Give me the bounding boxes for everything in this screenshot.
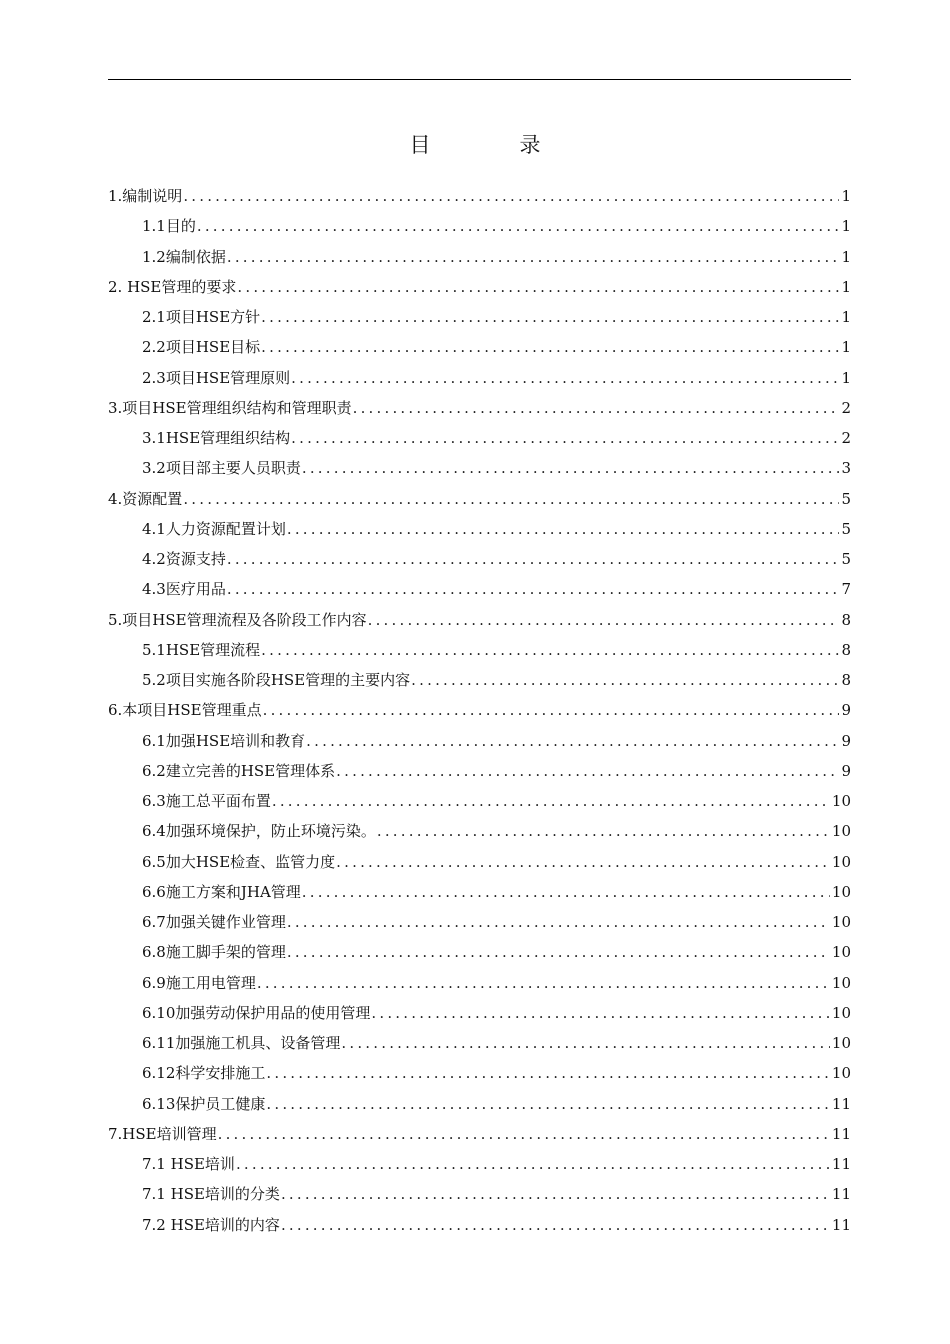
toc-entry-label: 6.本项目HSE管理重点	[108, 701, 262, 720]
toc-entry-page-number: 11	[831, 1094, 851, 1113]
toc-entry[interactable]	[108, 1058, 851, 1088]
toc-entry-label: 2.2项目HSE目标	[142, 338, 261, 357]
toc-entry[interactable]	[108, 937, 851, 967]
toc-entry-label: 6.8施工脚手架的管理	[142, 943, 286, 962]
toc-dot-leader	[336, 847, 830, 877]
toc-entry-label: 6.11加强施工机具、设备管理	[142, 1034, 341, 1052]
toc-dot-leader	[287, 514, 840, 544]
toc-dot-leader	[272, 786, 830, 816]
toc-entry-label: 6.9施工用电管理	[142, 973, 256, 992]
toc-entry-page-number: 10	[831, 1064, 851, 1083]
toc-dot-leader	[218, 1119, 830, 1149]
toc-entry-page-number: 1	[841, 338, 851, 357]
toc-entry-page-number: 9	[841, 701, 851, 720]
toc-dot-leader	[411, 665, 839, 695]
toc-entry-page-number: 10	[831, 913, 851, 931]
toc-entry-page-number: 2	[841, 398, 851, 417]
toc-entry[interactable]	[108, 1210, 851, 1240]
toc-entry-label: 3.1HSE管理组织结构	[142, 429, 291, 447]
toc-entry-label: 6.6施工方案和JHA管理	[142, 882, 301, 901]
toc-dot-leader	[236, 1149, 830, 1179]
toc-entry-page-number: 11	[831, 1185, 851, 1204]
toc-entry-label: 7.1 HSE培训	[142, 1155, 235, 1173]
toc-dot-leader	[266, 1089, 830, 1119]
toc-entry[interactable]	[108, 332, 851, 362]
toc-entry-label: 6.7加强关键作业管理	[142, 913, 286, 931]
toc-dot-leader	[197, 211, 840, 241]
toc-entry[interactable]	[108, 1119, 851, 1149]
toc-entry-page-number: 1	[841, 368, 851, 387]
toc-entry[interactable]	[108, 363, 851, 393]
toc-entry[interactable]	[108, 484, 851, 514]
toc-entry[interactable]	[108, 665, 851, 695]
toc-entry-label: 2.3项目HSE管理原则	[142, 368, 291, 387]
toc-entry-label: 4.3医疗用品	[142, 580, 226, 599]
toc-dot-leader	[291, 423, 839, 453]
toc-dot-leader	[341, 1028, 830, 1058]
toc-entry[interactable]	[108, 998, 851, 1028]
toc-dot-leader	[257, 968, 830, 998]
toc-dot-leader	[377, 816, 830, 846]
toc-entry[interactable]	[108, 211, 851, 241]
toc-entry[interactable]	[108, 968, 851, 998]
toc-entry[interactable]	[108, 423, 851, 453]
toc-entry[interactable]	[108, 242, 851, 272]
toc-dot-leader	[266, 1058, 830, 1088]
toc-entry-label: 6.5加大HSE检查、监管力度	[142, 852, 336, 871]
toc-entry[interactable]	[108, 816, 851, 846]
toc-entry-label: 6.3施工总平面布置	[142, 792, 271, 810]
toc-entry-label: 2. HSE管理的要求	[108, 277, 237, 296]
toc-entry-page-number: 10	[831, 852, 851, 871]
toc-entry-page-number: 10	[831, 1003, 851, 1022]
toc-dot-leader	[287, 907, 830, 937]
toc-entry-page-number: 7	[841, 580, 851, 599]
toc-dot-leader	[306, 726, 839, 756]
toc-entry-label: 4.2资源支持	[142, 550, 226, 568]
toc-dot-leader	[281, 1179, 830, 1209]
toc-entry-label: 6.12科学安排施工	[142, 1064, 266, 1083]
toc-dot-leader	[261, 635, 839, 665]
toc-dot-leader	[281, 1210, 830, 1240]
toc-dot-leader	[237, 272, 839, 302]
toc-entry-label: 6.2建立完善的HSE管理体系	[142, 761, 336, 780]
toc-entry-label: 6.4加强环境保护，防止环境污染。	[142, 822, 376, 841]
toc-entry[interactable]	[108, 1149, 851, 1179]
toc-dot-leader	[302, 877, 830, 907]
toc-entry-label: 3.2项目部主要人员职责	[142, 459, 301, 478]
toc-entry[interactable]	[108, 453, 851, 483]
toc-entry[interactable]	[108, 847, 851, 877]
toc-entry-label: 7.2 HSE培训的内容	[142, 1215, 280, 1234]
toc-entry-page-number: 5	[841, 519, 851, 538]
toc-entry-page-number: 10	[831, 973, 851, 992]
toc-entry-label: 4.1人力资源配置计划	[142, 519, 286, 538]
toc-entry-label: 1.1目的	[142, 217, 196, 236]
toc-dot-leader	[183, 484, 839, 514]
toc-entry-label: 6.1加强HSE培训和教育	[142, 731, 306, 750]
toc-entry-page-number: 10	[831, 792, 851, 810]
toc-entry[interactable]	[108, 1179, 851, 1209]
toc-entry-page-number: 10	[831, 882, 851, 901]
toc-dot-leader	[336, 756, 839, 786]
toc-entry[interactable]	[108, 544, 851, 574]
toc-entry[interactable]	[108, 877, 851, 907]
toc-entry-page-number: 1	[841, 187, 851, 205]
toc-entry-label: 5.2项目实施各阶段HSE管理的主要内容	[142, 671, 411, 689]
toc-dot-leader	[261, 302, 839, 332]
toc-entry[interactable]	[108, 726, 851, 756]
toc-dot-leader	[263, 695, 840, 725]
toc-dot-leader	[227, 242, 840, 272]
toc-entry[interactable]	[108, 1089, 851, 1119]
toc-entry-page-number: 1	[841, 308, 851, 326]
toc-entry-label: 4.资源配置	[108, 489, 183, 508]
toc-entry-page-number: 11	[831, 1124, 851, 1143]
toc-entry-page-number: 9	[841, 731, 851, 750]
toc-dot-leader	[353, 393, 840, 423]
toc-entry[interactable]	[108, 181, 851, 211]
toc-entry-page-number: 10	[831, 943, 851, 962]
toc-entry-label: 7.HSE培训管理	[108, 1124, 217, 1143]
toc-entry-label: 1.2编制依据	[142, 247, 226, 266]
toc-entry[interactable]	[108, 635, 851, 665]
toc-entry-page-number: 2	[841, 429, 851, 447]
toc-dot-leader	[261, 332, 839, 362]
toc-entry-label: 7.1 HSE培训的分类	[142, 1185, 280, 1204]
toc-entry-page-number: 5	[841, 489, 851, 508]
toc-dot-leader	[227, 574, 840, 604]
toc-entry-page-number: 10	[831, 1034, 851, 1052]
toc-entry-page-number: 5	[841, 550, 851, 568]
toc-entry[interactable]	[108, 907, 851, 937]
header-rule	[108, 79, 851, 80]
toc-entry-page-number: 3	[841, 459, 851, 478]
toc-entry[interactable]	[108, 393, 851, 423]
toc-entry-page-number: 1	[841, 277, 851, 296]
toc-entry[interactable]	[108, 605, 851, 635]
toc-entry[interactable]	[108, 1028, 851, 1058]
toc-title: 目 录	[409, 133, 575, 157]
toc-entry[interactable]	[108, 574, 851, 604]
toc-entry[interactable]	[108, 786, 851, 816]
toc-dot-leader	[291, 363, 839, 393]
toc-entry-page-number: 8	[841, 640, 851, 659]
toc-entry-page-number: 11	[831, 1215, 851, 1234]
toc-entry[interactable]	[108, 756, 851, 786]
toc-entry[interactable]	[108, 272, 851, 302]
toc-entry-label: 5.1HSE管理流程	[142, 640, 261, 659]
toc-dot-leader	[287, 937, 830, 967]
toc-dot-leader	[371, 998, 830, 1028]
toc-entry-page-number: 1	[841, 247, 851, 266]
toc-dot-leader	[368, 605, 840, 635]
toc-entry-label: 3.项目HSE管理组织结构和管理职责	[108, 398, 352, 417]
toc-dot-leader	[302, 453, 840, 483]
table-of-contents	[108, 181, 851, 1240]
toc-entry-page-number: 11	[831, 1155, 851, 1173]
toc-entry-page-number: 10	[831, 822, 851, 841]
toc-dot-leader	[183, 181, 839, 211]
toc-entry-label: 2.1项目HSE方针	[142, 308, 261, 326]
toc-entry-page-number: 9	[841, 761, 851, 780]
toc-entry-page-number: 8	[841, 671, 851, 689]
toc-entry-label: 1.编制说明	[108, 187, 183, 205]
toc-dot-leader	[227, 544, 840, 574]
toc-entry[interactable]	[108, 302, 851, 332]
toc-entry-label: 6.10加强劳动保护用品的使用管理	[142, 1003, 371, 1022]
toc-entry[interactable]	[108, 695, 851, 725]
toc-entry-label: 6.13保护员工健康	[142, 1094, 266, 1113]
toc-entry[interactable]	[108, 514, 851, 544]
toc-entry-page-number: 1	[841, 217, 851, 236]
toc-entry-page-number: 8	[841, 610, 851, 629]
toc-entry-label: 5.项目HSE管理流程及各阶段工作内容	[108, 610, 367, 629]
